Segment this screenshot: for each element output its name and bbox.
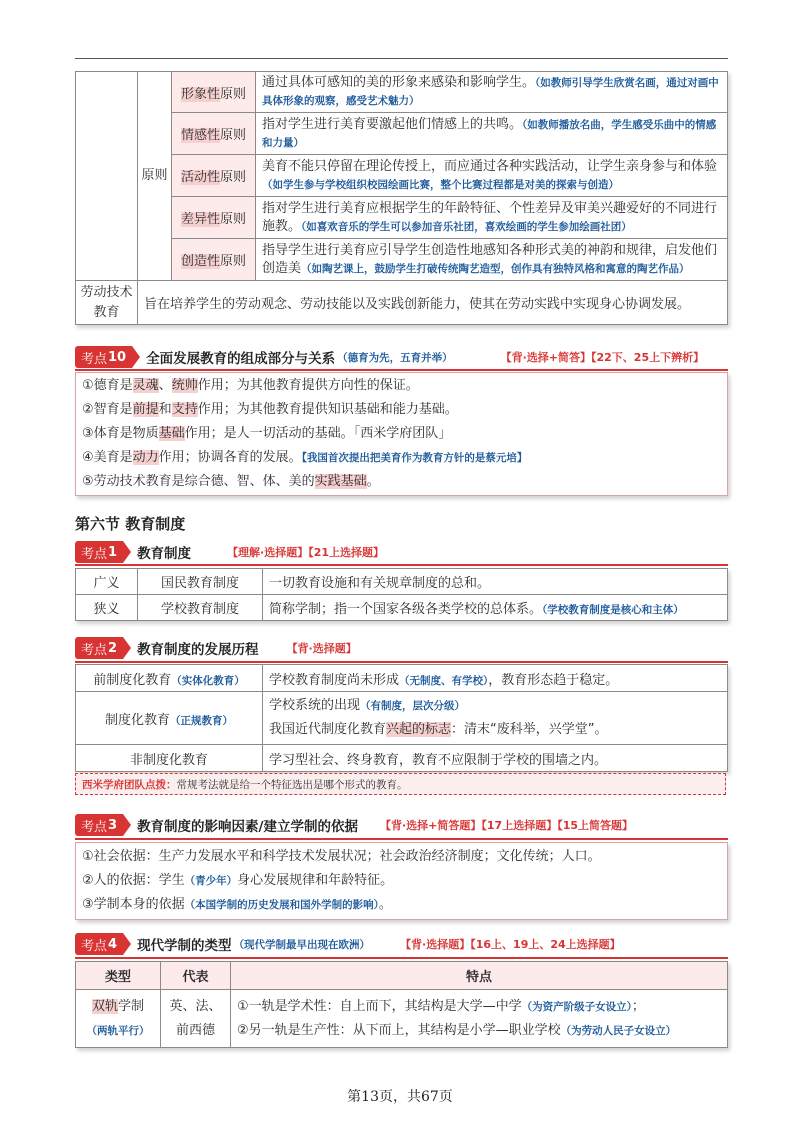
- principle-row: [76, 197, 728, 239]
- header-rule: [75, 58, 728, 59]
- principle-row: [76, 239, 728, 281]
- scope-cell: 狭义: [76, 595, 138, 621]
- kd1-tag: 考点 1: [75, 541, 123, 563]
- stage-cell: 制度化教育（正规教育）: [76, 692, 263, 745]
- tag-arrow-icon: [123, 814, 131, 836]
- kd10-exam-tag: 【背·选择+简答】【22下、25上下辨析】: [500, 351, 705, 364]
- kd3-content-box: [75, 842, 728, 920]
- kd2-rule: [75, 661, 728, 663]
- table-row: [76, 595, 728, 621]
- kd3-line: ①社会依据：生产力发展水平和科学技术发展状况；社会政治经济制度；文化传统；人口。: [82, 849, 601, 864]
- table-row: [76, 665, 728, 692]
- principle-name: 情感性原则: [172, 113, 256, 155]
- tag-arrow-icon: [132, 346, 140, 368]
- principle-group-label: 原则: [138, 72, 172, 281]
- tip-label: 西米学府团队点拨：: [82, 779, 177, 791]
- tip-text: 常规考法就是给一个特征选出是哪个形式的教育。: [176, 779, 408, 791]
- kd4-title: 现代学制的类型: [137, 938, 232, 954]
- column-header: 代表: [161, 962, 231, 990]
- principle-desc: 指对学生进行美育要激起他们情感上的共鸣。（如教师播放名曲，学生感受乐曲中的情感和力量）: [256, 113, 728, 155]
- kd3-rule: [75, 838, 728, 840]
- system-name-cell: 国民教育制度: [138, 569, 263, 595]
- tag-arrow-icon: [123, 933, 131, 955]
- kd3-exam-tag: 【背·选择+简答题】【17上选择题】【15上简答题】: [380, 819, 634, 832]
- education-history-table: [75, 664, 728, 772]
- table-header-row: [76, 962, 728, 990]
- stage-desc-cell: 学校系统的出现（有制度，层次分级） 我国近代制度化教育兴起的标志：清末“废科举，兴学堂”。: [263, 692, 728, 745]
- principle-blank-cell: [76, 72, 138, 281]
- kd10-title: 全面发展教育的组成部分与关系: [146, 351, 336, 367]
- tip-box: [75, 773, 726, 795]
- kd10-tag: 考点 10: [75, 346, 132, 368]
- principle-row: [76, 155, 728, 197]
- kd2-heading: [75, 637, 357, 659]
- kd4-rule: [75, 957, 728, 959]
- section-title: 第六节 教育制度: [75, 515, 186, 533]
- principle-name: 形象性原则: [172, 72, 256, 113]
- kd3-line: ③学制本身的依据（本国学制的历史发展和国外学制的影响）。: [82, 897, 392, 912]
- kd10-line: ③体育是物质基础作用；是人一切活动的基础。「西米学府团队」: [82, 426, 452, 441]
- kd4-subtitle: （现代学制最早出现在欧洲）: [233, 938, 371, 951]
- kd1-title: 教育制度: [137, 546, 192, 562]
- table-row: [76, 569, 728, 595]
- system-name-cell: 学校教育制度: [138, 595, 263, 621]
- column-header: 特点: [231, 962, 728, 990]
- tag-arrow-icon: [123, 541, 131, 563]
- principle-desc: 指对学生进行美育应根据学生的年龄特征、个性差异及审美兴趣爱好的不同进行施教。（如喜欢音乐的学生可以参加音乐社团，喜欢绘画的学生参加绘画社团）: [256, 197, 728, 239]
- education-system-table: [75, 568, 728, 621]
- kd1-heading: [75, 541, 384, 563]
- kd10-content-box: [75, 372, 728, 496]
- kd10-heading: [75, 346, 704, 368]
- kd1-rule: [75, 564, 728, 566]
- stage-cell: 非制度化教育: [76, 745, 263, 772]
- table-row: [76, 990, 728, 1048]
- stage-cell: 前制度化教育（实体化教育）: [76, 665, 263, 692]
- kd2-tag: 考点 2: [75, 637, 123, 659]
- kd4-tag: 考点 4: [75, 933, 123, 955]
- column-header: 类型: [76, 962, 161, 990]
- kd10-line: ②智育是前提和支持作用；为其他教育提供知识基础和能力基础。: [82, 402, 458, 417]
- kd3-heading: [75, 814, 633, 836]
- modern-school-system-table: [75, 961, 728, 1048]
- kd10-line: ⑤劳动技术教育是综合德、智、体、美的实践基础。: [82, 474, 380, 489]
- kd4-exam-tag: 【背·选择题】【16上、19上、24上选择题】: [400, 938, 621, 951]
- kd10-subtitle: （德育为先，五育并举）: [337, 351, 453, 364]
- kd2-title: 教育制度的发展历程: [137, 642, 259, 658]
- scope-cell: 广义: [76, 569, 138, 595]
- features-cell: ①一轨是学术性：自上而下，其结构是大学—中学（为资产阶级子女设立）； ②另一轨是生产性：从下而上，其结构是小学—职业学校（为劳动人民子女设立）: [231, 990, 728, 1048]
- principle-name: 创造性原则: [172, 239, 256, 281]
- tag-arrow-icon: [123, 637, 131, 659]
- labor-education-row: [76, 281, 728, 325]
- kd10-line: ①德育是灵魂、统帅作用；为其他教育提供方向性的保证。: [82, 378, 419, 393]
- table-row: [76, 692, 728, 745]
- labor-education-label: 劳动技术教育: [76, 281, 138, 325]
- aesthetic-principles-table: [75, 71, 728, 325]
- kd3-line: ②人的依据：学生（青少年）身心发展规律和年龄特征。: [82, 873, 394, 888]
- kd10-rule: [75, 369, 728, 371]
- stage-desc-cell: 学习型社会、终身教育，教育不应限制于学校的围墙之内。: [263, 745, 728, 772]
- principle-row: [76, 113, 728, 155]
- principle-row: [76, 72, 728, 113]
- kd4-heading: [75, 933, 621, 955]
- labor-education-desc: 旨在培养学生的劳动观念、劳动技能以及实践创新能力，使其在劳动实践中实现身心协调发展。: [138, 281, 728, 325]
- type-cell: 双轨学制 （两轨平行）: [76, 990, 161, 1048]
- representative-cell: 英、法、 前西德: [161, 990, 231, 1048]
- kd1-exam-tag: 【理解·选择题】【21上选择题】: [227, 546, 385, 559]
- page-number: 第13页，共67页: [347, 1089, 453, 1105]
- kd2-exam-tag: 【背·选择题】: [286, 642, 357, 655]
- kd3-tag: 考点 3: [75, 814, 123, 836]
- principle-name: 差异性原则: [172, 197, 256, 239]
- stage-desc-cell: 学校教育制度尚未形成（无制度、有学校），教育形态趋于稳定。: [263, 665, 728, 692]
- principle-name: 活动性原则: [172, 155, 256, 197]
- principle-desc: 通过具体可感知的美的形象来感染和影响学生。（如教师引导学生欣赏名画，通过对画中具体形象的观察，感受艺术魅力）: [256, 72, 728, 113]
- principle-desc: 指导学生进行美育应引导学生创造性地感知各种形式美的神韵和规律，启发他们创造美（如陶艺课上，鼓励学生打破传统陶艺造型，创作具有独特风格和寓意的陶艺作品）: [256, 239, 728, 281]
- kd10-line: ④美育是动力作用；协调各育的发展。【我国首次提出把美育作为教育方针的是蔡元培】: [82, 450, 528, 465]
- kd3-title: 教育制度的影响因素/建立学制的依据: [137, 819, 358, 835]
- definition-cell: 简称学制；指一个国家各级各类学校的总体系。（学校教育制度是核心和主体）: [263, 595, 728, 621]
- principle-desc: 美育不能只停留在理论传授上，而应通过各种实践活动，让学生亲身参与和体验（如学生参与学校组织校园绘画比赛，整个比赛过程都是对美的探索与创造）: [256, 155, 728, 197]
- definition-cell: 一切教育设施和有关规章制度的总和。: [263, 569, 728, 595]
- table-row: [76, 745, 728, 772]
